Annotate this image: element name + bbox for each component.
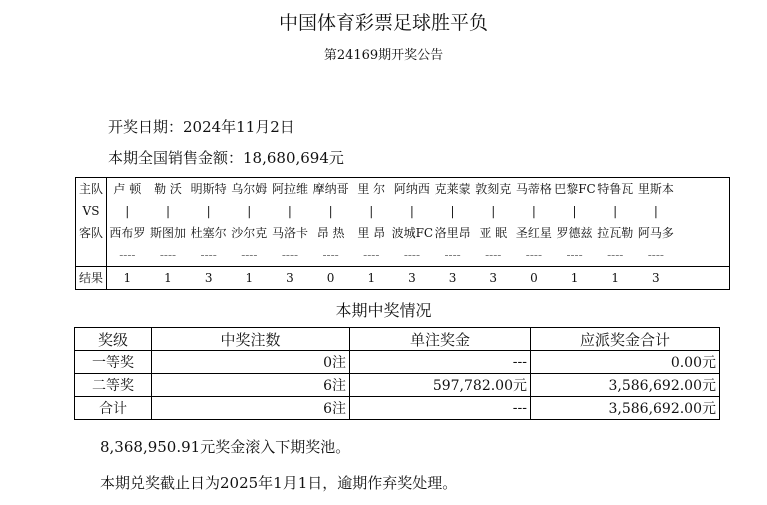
prize-total: 0.00元 (531, 351, 720, 374)
home-team: 乌尔姆 (231, 182, 268, 196)
prize-table (74, 327, 720, 420)
separator-dash: ---- (485, 248, 502, 262)
match-table (75, 177, 730, 290)
prize-unit: --- (350, 351, 531, 374)
prize-level: 二等奖 (75, 374, 152, 397)
match-result: 3 (204, 271, 213, 285)
match-result: 3 (448, 271, 457, 285)
match-result: 0 (326, 271, 335, 285)
vs-mark: | (613, 204, 618, 218)
vs-mark: | (369, 204, 374, 218)
match-result: 3 (408, 271, 416, 285)
deadline-note: 本期兑奖截止日为2025年1月1日，逾期作弃奖处理。 (100, 474, 458, 492)
home-team: 阿纳西 (393, 182, 430, 196)
away-team: 杜塞尔 (190, 226, 227, 240)
prize-unit: 597,782.00元 (350, 374, 531, 397)
separator-dash: ---- (525, 248, 542, 262)
vs-mark: | (409, 204, 414, 218)
away-team: 波城FC (391, 226, 434, 240)
match-result: 0 (530, 271, 538, 285)
vs-label: VS (82, 204, 100, 218)
rollover-note: 8,368,950.91元奖金滚入下期奖池。 (100, 438, 351, 456)
separator-dash: ---- (363, 248, 380, 262)
prize-count: 0注 (152, 351, 350, 374)
match-result: 1 (164, 271, 172, 285)
prize-count: 6注 (152, 397, 350, 420)
match-result: 1 (367, 271, 376, 285)
match-result: 1 (570, 271, 579, 285)
result-row (107, 267, 729, 289)
draw-number: 第24169期开奖公告 (323, 48, 444, 63)
match-labels (76, 178, 107, 267)
prize-total: 3,586,692.00元 (531, 397, 720, 420)
match-games (107, 178, 730, 267)
separator-dash: ---- (241, 248, 258, 262)
separator-dash: ---- (322, 248, 339, 262)
header-level: 奖级 (75, 328, 152, 351)
sales-amount: 本期全国销售金额：18,680,694元 (108, 149, 344, 167)
prize-row-total (75, 397, 720, 420)
home-team: 特鲁瓦 (597, 182, 634, 196)
home-label: 主队 (78, 182, 103, 196)
vs-mark: | (572, 204, 577, 218)
page-title: 中国体育彩票足球胜平负 (278, 12, 488, 34)
vs-mark: | (165, 204, 170, 218)
vs-mark: | (247, 204, 252, 218)
home-team: 卢 顿 (113, 182, 142, 196)
match-result: 3 (489, 271, 498, 285)
match-result: 1 (123, 271, 132, 285)
away-team: 罗德兹 (556, 226, 593, 240)
prize-row-first (75, 351, 720, 374)
away-team: 洛里昂 (434, 226, 471, 240)
prize-unit: --- (350, 397, 531, 420)
draw-date: 开奖日期：2024年11月2日 (108, 118, 295, 136)
separator-dash: ---- (444, 248, 461, 262)
vs-mark: | (450, 204, 455, 218)
vs-mark: | (328, 204, 333, 218)
away-row (107, 222, 729, 244)
separator-dash: ---- (119, 248, 136, 262)
separator-dash: ---- (159, 248, 177, 262)
vs-row (107, 200, 729, 222)
result-label: 结果 (76, 267, 107, 290)
match-result: 1 (611, 271, 620, 285)
home-team: 里 尔 (357, 182, 386, 196)
home-team: 克莱蒙 (434, 182, 471, 196)
away-team: 亚 眠 (479, 226, 508, 240)
away-team: 圣红星 (515, 226, 552, 240)
away-team: 西布罗 (109, 226, 146, 240)
home-team: 阿拉维 (271, 182, 308, 196)
home-team: 摩纳哥 (312, 182, 349, 196)
dash-row (107, 244, 729, 266)
header-total: 应派奖金合计 (531, 328, 720, 351)
prize-section-title: 本期中奖情况 (335, 301, 432, 320)
prize-count: 6注 (152, 374, 350, 397)
prize-level: 一等奖 (75, 351, 152, 374)
separator-dash: ---- (403, 248, 421, 262)
header-unit-prize: 单注奖金 (350, 328, 531, 351)
vs-mark: | (653, 204, 658, 218)
separator-dash: ---- (566, 248, 583, 262)
home-team: 里斯本 (637, 182, 674, 196)
away-team: 拉瓦勒 (597, 226, 634, 240)
vs-mark: | (287, 204, 292, 218)
vs-mark: | (125, 204, 130, 218)
prize-level: 合计 (75, 397, 152, 420)
home-team: 马蒂格 (515, 182, 552, 196)
home-team: 明斯特 (190, 182, 227, 196)
away-team: 斯图加 (149, 226, 186, 240)
prize-row-second (75, 374, 720, 397)
away-team: 阿马多 (637, 226, 674, 240)
vs-mark: | (206, 204, 211, 218)
separator-dash: ---- (607, 248, 624, 262)
away-label: 客队 (78, 226, 103, 240)
vs-mark: | (531, 204, 536, 218)
home-team: 勒 沃 (154, 182, 182, 196)
match-result: 3 (652, 271, 660, 285)
home-team: 敦刻克 (475, 182, 512, 196)
header-count: 中奖注数 (152, 328, 350, 351)
prize-total: 3,586,692.00元 (531, 374, 720, 397)
prize-header-row (75, 328, 720, 351)
match-result: 3 (286, 271, 294, 285)
home-team: 巴黎FC (554, 182, 596, 196)
away-team: 里 昂 (357, 226, 386, 240)
home-row (107, 178, 729, 200)
away-team: 马洛卡 (271, 226, 308, 240)
away-team: 昂 热 (316, 226, 345, 240)
separator-dash: ---- (647, 248, 664, 262)
vs-mark: | (491, 204, 496, 218)
separator-dash: ---- (281, 248, 299, 262)
match-result: 1 (245, 271, 254, 285)
away-team: 沙尔克 (231, 226, 268, 240)
separator-dash: ---- (200, 248, 217, 262)
